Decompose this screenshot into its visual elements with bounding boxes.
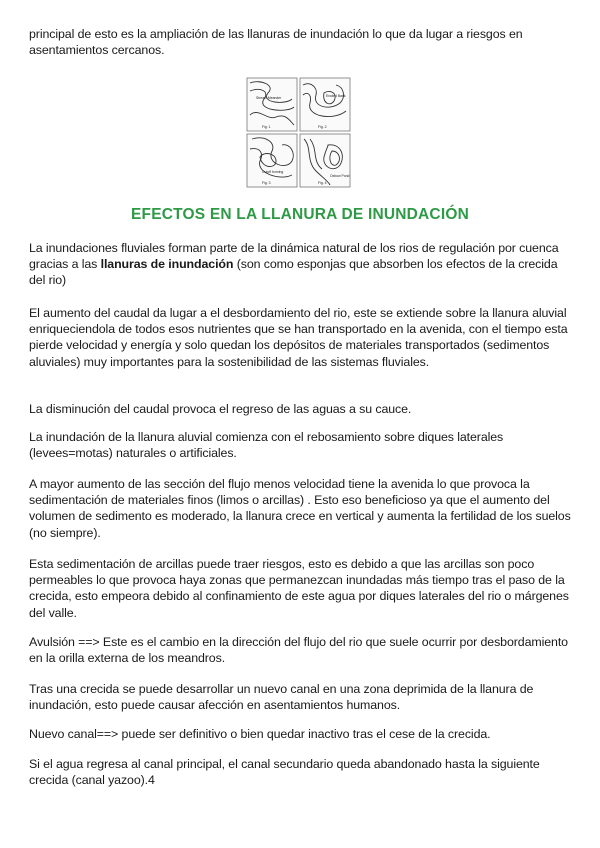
intro-paragraph: principal de esto es la ampliación de las llanuras de inundación lo que da lugar a riesgos en asentamientos cercanos. [29,27,523,58]
paragraph-6: Esta sedimentación de arcillas puede traer riesgos, esto es debido a que las arcillas son poco permeables lo que provoca haya zonas que permanezcan inundadas más tiempo tras el paso de la crecida, esto empeora debido al confinamiento de este agua por diques laterales del rio o márgenes del valle. [29,557,569,620]
paragraph-1-bold-term: llanuras de inundación [100,257,234,272]
paragraph-3: La disminución del caudal provoca el regreso de las aguas a su cauce. [29,402,412,416]
panel-4-caption: Fig. 4 [318,181,327,185]
paragraph-1-start: La inundaciones fluviales forman parte de la dinámica natural de los rios de regulación por cuenca gracias a las [29,241,559,272]
meander-figure [246,77,351,189]
panel-4-label: Oxbow Pond [330,174,350,178]
panel-2-caption: Fig. 2 [318,125,327,129]
paragraph-1-end: (son como esponjas que absorben los efectos de la crecida del rio) [29,257,558,288]
panel-3-caption: Fig. 3 [262,181,271,185]
meander-diagram-icon [246,77,351,189]
paragraph-8: Tras una crecida se puede desarrollar un nuevo canal en una zona deprimida de la llanura de inundación, esto puede causar afección en asentamientos humanos. [29,682,534,713]
panel-3-label: Cutoff forming [262,170,284,174]
panel-1-caption: Fig. 1 [262,125,271,129]
paragraph-5: A mayor aumento de las sección del flujo menos velocidad tiene la avenida lo que provoca la sedimentación de materiales finos (limos o arcillas) . Esto eso beneficioso ya que el aumento del volumen de sedimento es moderado, la llanura crece en vertical y aumenta la fertilidad de los suelos (no siempre). [29,477,571,540]
paragraph-2: El aumento del caudal da lugar a el desbordamiento del rio, este se extiende sobre la llanura aluvial enriqueciendola de todos esos nutrientes que se han transportado en la avenida, con el tiempo esta pierde velocidad y energía y solo quedan los depósitos de materiales transportados (sedimentos aluviales) muy importantes para la sostenibilidad de las sistemas fluviales. [29,306,568,369]
panel-2-label: Eroded Bank [326,94,346,98]
paragraph-1 [29,240,574,289]
section-heading: EFECTOS EN LA LLANURA DE INUNDACIÓN [131,206,469,223]
paragraph-7: Avulsión ==> Este es el cambio en la dirección del flujo del rio que suele ocurrir por desbordamiento en la orilla externa de los meandros. [29,635,568,666]
paragraph-4: La inundación de la llanura aluvial comienza con el rebosamiento sobre diques laterales (levees=motas) naturales o artificiales. [29,430,504,461]
paragraph-9: Nuevo canal==> puede ser definitivo o bien quedar inactivo tras el cese de la crecida. [29,727,491,741]
paragraph-10: Si el agua regresa al canal principal, el canal secundario queda abandonado hasta la siguiente crecida (canal yazoo).4 [29,757,540,788]
panel-1-label: Stream Meander [256,96,282,100]
